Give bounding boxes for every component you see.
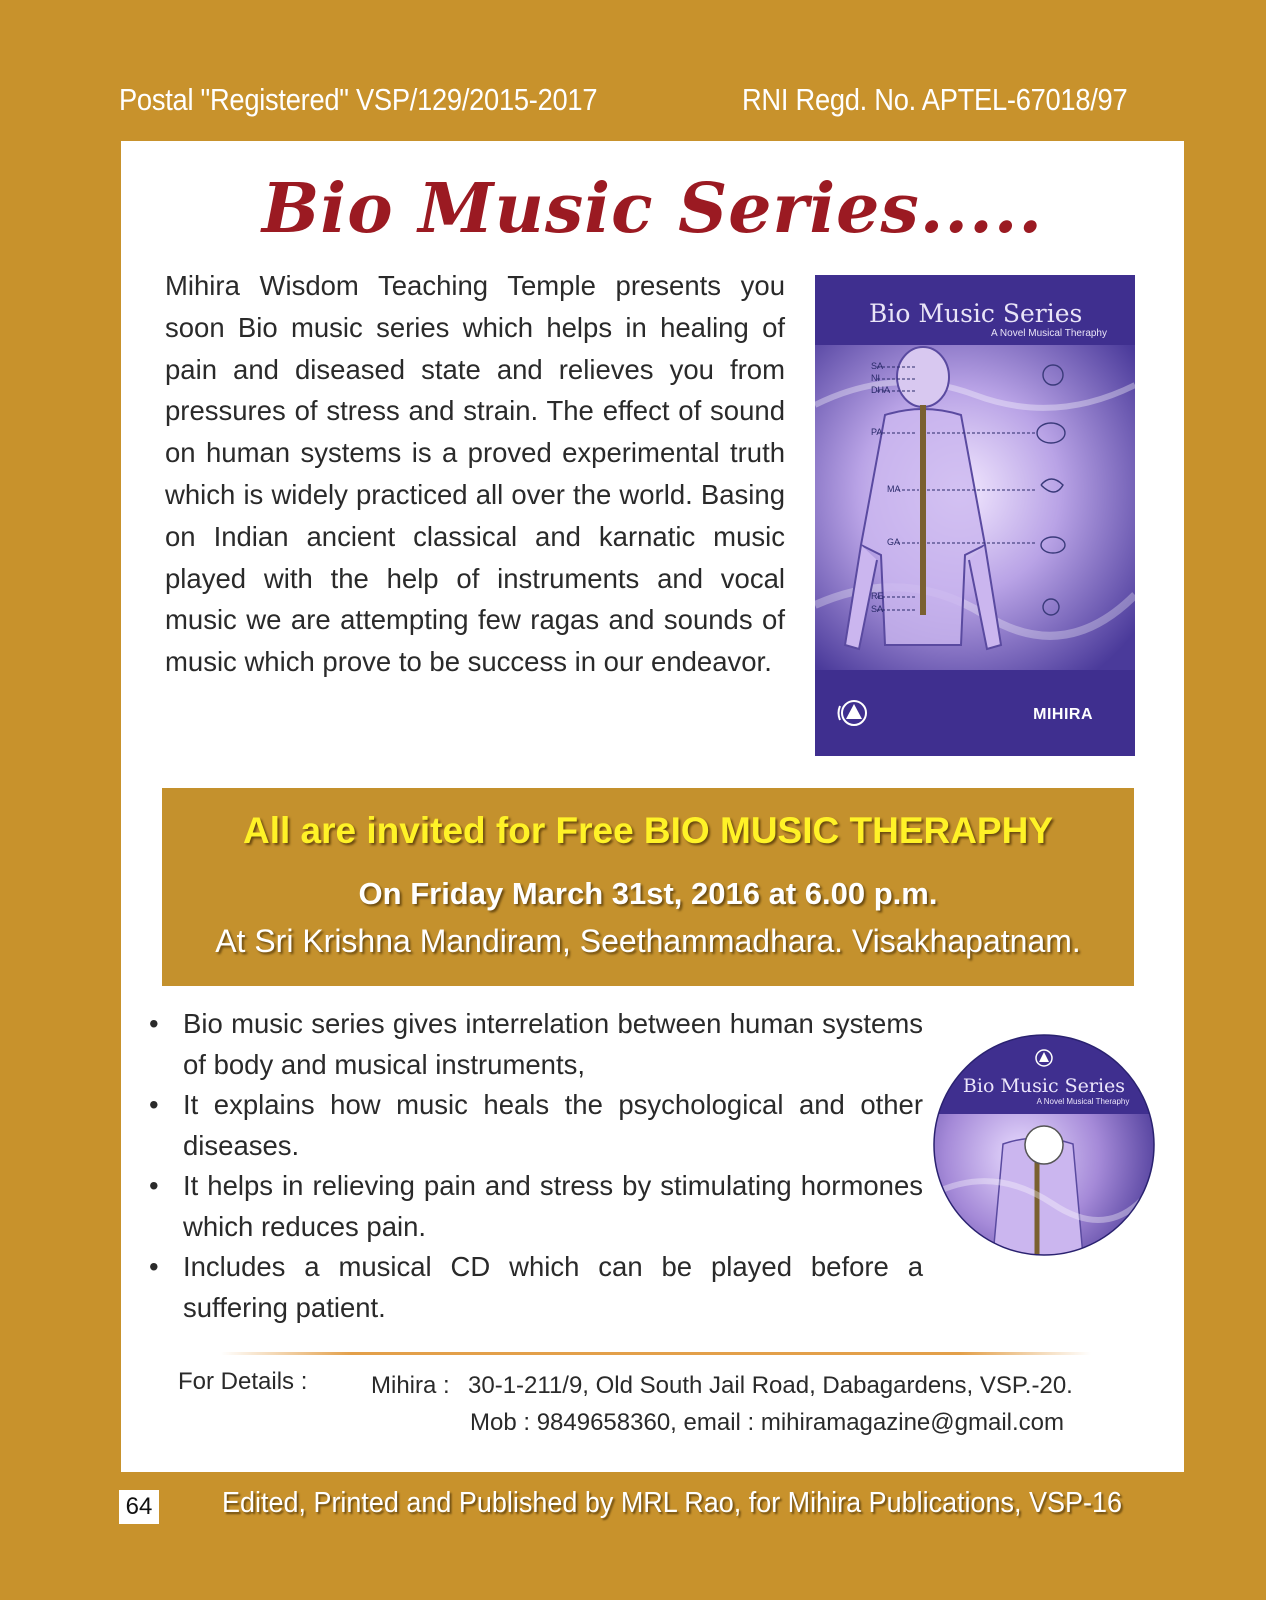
- list-item: • It explains how music heals the psychological and other diseases.: [141, 1085, 923, 1166]
- swara-re-label: RE: [871, 591, 884, 601]
- content-panel: [121, 141, 1184, 1472]
- bullet-icon: •: [149, 1089, 159, 1120]
- book-cover-image: [815, 275, 1135, 756]
- mihira-logo-icon: [837, 698, 869, 728]
- feature-list: [141, 1004, 923, 1328]
- details-label: For Details :: [178, 1368, 308, 1395]
- list-item: • It helps in relieving pain and stress by stimulating hormones which reduces pain.: [141, 1166, 923, 1247]
- human-body-illustration: [815, 345, 1135, 670]
- cd-title: Bio Music Series: [962, 1075, 1126, 1097]
- invitation-date: On Friday March 31st, 2016 at 6.00 p.m.: [358, 876, 938, 911]
- page-title: Bio Music Series.....: [261, 169, 1044, 249]
- swara-pa-label: PA: [871, 427, 883, 437]
- swara-ga-label: GA: [887, 537, 901, 547]
- book-subtitle: A Novel Musical Theraphy: [991, 328, 1107, 339]
- book-title: Bio Music Series: [869, 299, 1083, 328]
- bullet-icon: •: [149, 1170, 159, 1201]
- details-name: Mihira :: [371, 1372, 450, 1399]
- list-item: • Includes a musical CD which can be played before a suffering patient.: [141, 1247, 923, 1328]
- intro-paragraph: Mihira Wisdom Teaching Temple presents you soon Bio music series which helps in healing of pain and diseased state and relieves you from pressures of stress and strain. The effect of sound on human systems is a proved experimental truth which is widely practiced all over the world. Basing on Indian ancient classical and karnatic music played with the help of instruments and vocal music we are attempting few ragas and sounds of music which prove to be success in our endeavor.: [165, 270, 785, 678]
- postal-registration: Postal "Registered" VSP/129/2015-2017: [119, 82, 598, 117]
- page-number: 64: [119, 1490, 159, 1524]
- cd-subtitle: A Novel Musical Theraphy: [1036, 1097, 1130, 1106]
- rni-registration: RNI Regd. No. APTEL-67018/97: [742, 82, 1128, 117]
- book-author: MIHIRA: [1033, 706, 1093, 723]
- swara-dha-label: DHA: [871, 385, 891, 395]
- divider: [221, 1352, 1091, 1355]
- details-contact: Mob : 9849658360, email : mihiramagazine@gmail.com: [470, 1409, 1064, 1436]
- swara-ni-label: NI: [871, 373, 880, 383]
- swara-ma-label: MA: [887, 484, 901, 494]
- bullet-icon: •: [149, 1008, 159, 1039]
- details-address: 30-1-211/9, Old South Jail Road, Dabagardens, VSP.-20.: [468, 1372, 1073, 1399]
- swara-sa-label: SA: [871, 361, 884, 371]
- list-item: • Bio music series gives interrelation between human systems of body and musical instruments,: [141, 1004, 923, 1085]
- bullet-icon: •: [149, 1251, 159, 1282]
- publisher-footer: Edited, Printed and Published by MRL Rao, for Mihira Publications, VSP-16: [222, 1487, 1122, 1519]
- invitation-headline: All are invited for Free BIO MUSIC THERAPHY: [242, 810, 1054, 851]
- music-cd-image: [933, 1034, 1155, 1256]
- swara-sa-low-label: SA: [871, 604, 884, 614]
- invitation-banner: [162, 788, 1134, 986]
- invitation-venue: At Sri Krishna Mandiram, Seethammadhara. Visakhapatnam.: [215, 923, 1081, 959]
